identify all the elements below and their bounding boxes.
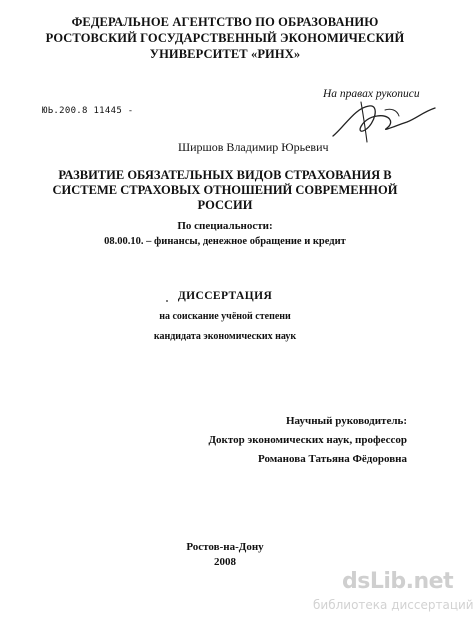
title-line-2: СИСТЕМЕ СТРАХОВЫХ ОТНОШЕНИЙ СОВРЕМЕННОЙ [52,183,398,197]
specialty-value: 08.00.10. – финансы, денежное обращение и кредит [104,236,346,247]
degree-line-2: кандидата экономических наук [153,331,297,342]
header-line-1: ФЕДЕРАЛЬНОЕ АГЕНТСТВО ПО ОБРАЗОВАНИЮ [71,15,379,29]
organization-header [0,14,450,62]
watermark-brand-main: dsLib [342,569,406,594]
supervisor-name: Романова Татьяна Фёдоровна [258,453,407,465]
work-type-heading: ДИССЕРТАЦИЯ [177,290,273,302]
title-line-3: РОССИИ [197,198,253,212]
watermark-logo [342,569,454,594]
watermark-brand [342,569,454,594]
title-line-1: РАЗВИТИЕ ОБЯЗАТЕЛЬНЫХ ВИДОВ СТРАХОВАНИЯ В [58,168,392,182]
supervisor-label: Научный руководитель: [286,415,407,427]
specialty-label: По специальности: [177,220,273,232]
supervisor-degree: Доктор экономических наук, профессор [208,434,407,446]
year: 2008 [214,556,236,568]
city: Ростов-на-Дону [186,541,264,553]
handwritten-signature [325,96,443,146]
watermark-brand-tld: .net [405,569,454,594]
document-number: ЮЬ.200.8 11445 - [42,106,134,116]
dissertation-title [0,168,450,213]
manuscript-note: На правах рукописи [323,88,420,100]
header-line-2: РОСТОВСКИЙ ГОСУДАРСТВЕННЫЙ ЭКОНОМИЧЕСКИЙ [45,31,405,45]
author-name: Ширшов Владимир Юрьевич [178,140,329,154]
degree-line-1: на соискание учёной степени [159,311,291,322]
header-line-3: УНИВЕРСИТЕТ «РИНХ» [149,47,301,61]
watermark-tagline: библиотека диссертаций [313,598,474,612]
